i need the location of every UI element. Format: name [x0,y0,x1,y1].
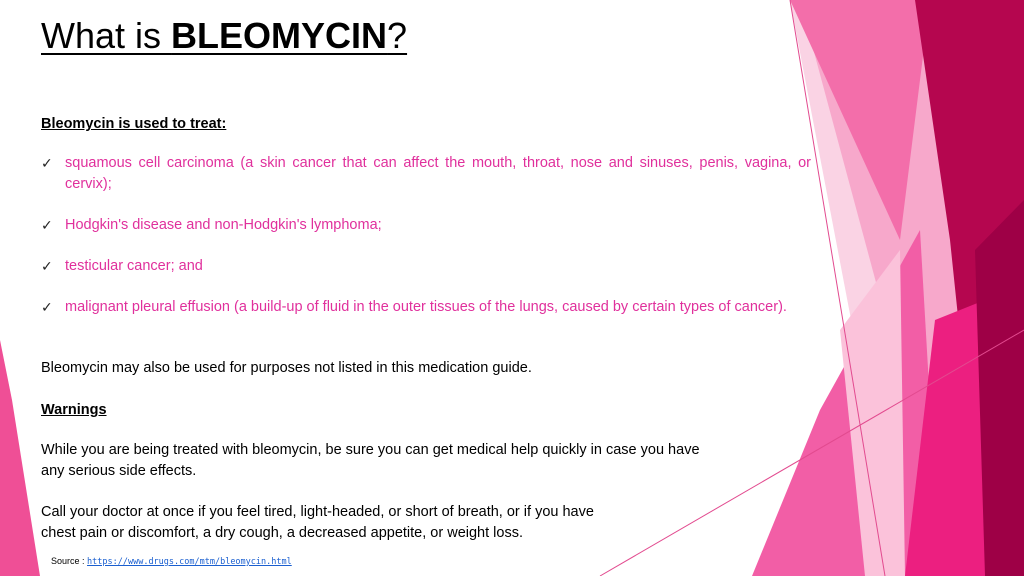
source-citation [51,555,292,568]
warnings-heading: Warnings [41,402,107,418]
checkmark-icon: ✓ [41,299,53,315]
warnings-paragraph-2 [41,502,594,544]
title-prefix: What is [41,15,172,56]
uses-note: Bleomycin may also be used for purposes not listed in this medication guide. [41,360,532,376]
list-item [41,153,811,195]
list-item [41,297,811,318]
list-item-text: Hodgkin's disease and non-Hodgkin's lymphoma; [65,217,382,233]
list-item-text: malignant pleural effusion (a build-up of fluid in the outer tissues of the lungs, caused by certain types of cancer). [65,299,787,315]
list-item [41,215,811,236]
title-drug-name: BLEOMYCIN [171,15,388,56]
checkmark-icon: ✓ [41,258,53,274]
page-title [41,14,407,58]
checkmark-icon: ✓ [41,217,53,233]
warnings-p1-line1: While you are being treated with bleomycin, be sure you can get medical help quickly in case you have [41,442,700,458]
warnings-p2-line2: chest pain or discomfort, a dry cough, a decreased appetite, or weight loss. [41,525,523,541]
warnings-paragraph-1 [41,440,700,482]
list-item [41,256,811,277]
list-item-text: squamous cell carcinoma (a skin cancer that can affect the mouth, throat, nose and sinuses, penis, vagina, or cervix); [65,155,811,192]
source-label: Source : [51,556,88,566]
list-item-text: testicular cancer; and [65,258,203,274]
warnings-p2-line1: Call your doctor at once if you feel tired, light-headed, or short of breath, or if you have [41,504,594,520]
warnings-p1-line2: any serious side effects. [41,463,197,479]
title-suffix: ? [387,15,408,56]
source-link[interactable]: https://www.drugs.com/mtm/bleomycin.html [87,557,292,567]
checkmark-icon: ✓ [41,155,53,171]
uses-heading: Bleomycin is used to treat: [41,116,227,132]
